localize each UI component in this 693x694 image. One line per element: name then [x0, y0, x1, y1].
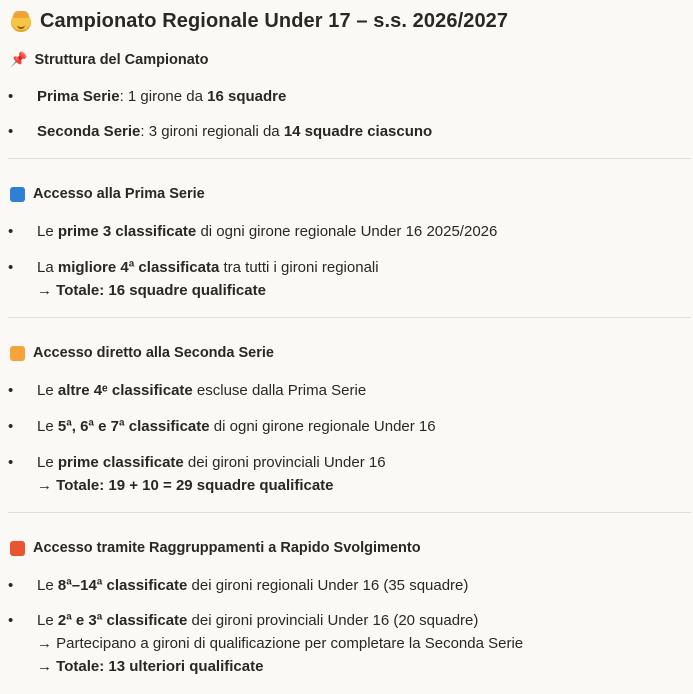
- divider: [8, 512, 691, 513]
- blue-square-icon: [10, 187, 25, 202]
- list-item-text: Le 2ª e 3ª classificate dei gironi provinciali Under 16 (20 squadre) → Partecipano a gironi di qualificazione per completare la Seconda Serie → Totale: 13 ulteriori qualificate: [37, 612, 524, 675]
- divider: [8, 317, 691, 318]
- page-title-text: Campionato Regionale Under 17 – s.s. 2026/2027: [40, 10, 509, 32]
- section-heading-raggruppamenti: [10, 540, 421, 556]
- list-item-text: La migliore 4ª classificata tra tutti i gironi regionali → Totale: 16 squadre qualificate: [37, 259, 379, 299]
- list-item-text: Prima Serie: 1 girone da 16 squadre: [37, 88, 287, 105]
- orange-square-icon: [10, 346, 25, 361]
- divider: [8, 158, 691, 159]
- section-heading-seconda-serie: [10, 345, 274, 361]
- section-heading-text: Accesso tramite Raggruppamenti a Rapido Svolgimento: [33, 540, 421, 556]
- emoji-face-icon: [11, 12, 31, 32]
- section-heading-struttura: [10, 51, 208, 68]
- bullet: •: [8, 259, 14, 276]
- bullet: •: [8, 577, 14, 594]
- pushpin-icon: 📌: [10, 51, 28, 67]
- bullet: •: [8, 612, 14, 629]
- bullet: •: [8, 418, 14, 435]
- list-item-text: Seconda Serie: 3 gironi regionali da 14 squadre ciascuno: [37, 123, 433, 140]
- section-heading-text: Struttura del Campionato: [34, 51, 209, 68]
- list-item-text: Le 5ª, 6ª e 7ª classificate di ogni girone regionale Under 16: [37, 418, 436, 435]
- red-square-icon: [10, 541, 25, 556]
- bullet: •: [8, 382, 14, 399]
- bullet: •: [8, 123, 14, 140]
- list-item-text: Le 8ª–14ª classificate dei gironi regionali Under 16 (35 squadre): [37, 577, 469, 594]
- section-heading-prima-serie: [10, 186, 205, 202]
- list-item-text: Le prime classificate dei gironi provinciali Under 16 → Totale: 19 + 10 = 29 squadre qualificate: [37, 454, 386, 494]
- bullet: •: [8, 88, 14, 105]
- page-title: [11, 10, 508, 33]
- section-heading-text: Accesso alla Prima Serie: [33, 186, 205, 202]
- list-item-text: Le altre 4ᵉ classificate escluse dalla Prima Serie: [37, 382, 367, 399]
- list-item-text: Le prime 3 classificate di ogni girone regionale Under 16 2025/2026: [37, 223, 498, 240]
- section-heading-text: Accesso diretto alla Seconda Serie: [33, 345, 274, 361]
- bullet: •: [8, 454, 14, 471]
- bullet: •: [8, 223, 14, 240]
